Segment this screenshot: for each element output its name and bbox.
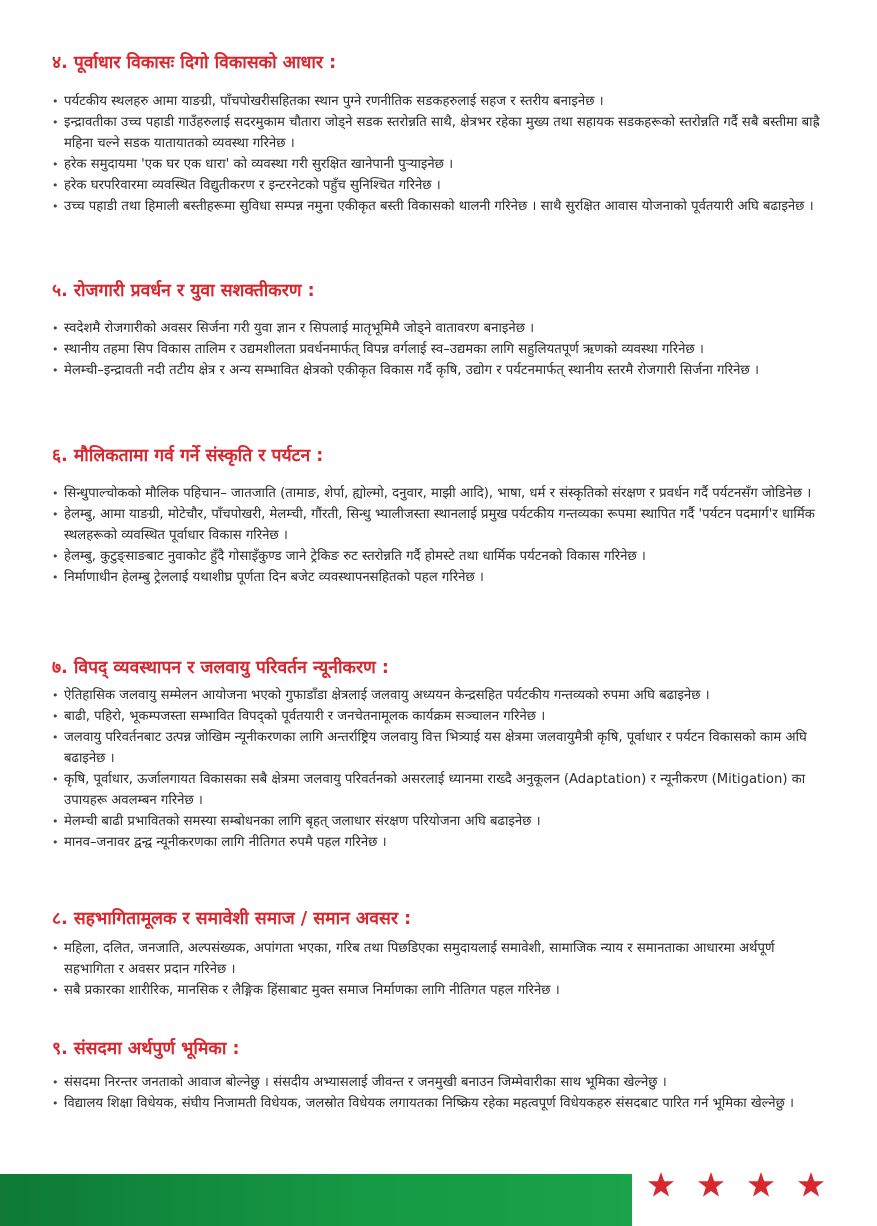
section-items	[0, 318, 877, 381]
section-items	[0, 483, 877, 588]
list-item: • मानव–जनावर द्वन्द्व न्यूनीकरणका लागि नीतिगत रुपमै पहल गरिनेछ ।	[0, 832, 877, 853]
section-title: ७. विपद् व्यवस्थापन र जलवायु परिवर्तन न्यूनीकरण :	[52, 658, 389, 678]
list-item: • निर्माणाधीन हेलम्बु ट्रेललाई यथाशीघ्र पूर्णता दिन बजेट व्यवस्थापनसहितको पहल गरिनेछ ।	[0, 567, 877, 588]
list-item: • पर्यटकीय स्थलहरु आमा याङग्री, पाँचपोखरीसहितका स्थान पुग्ने रणनीतिक सडकहरुलाई सहज र स्तरीय बनाइनेछ ।	[0, 91, 877, 112]
list-item: • सिन्धुपाल्चोकको मौलिक पहिचान– जातजाति (तामाङ, शेर्पा, ह्योल्मो, दनुवार, माझी आदि), भाषा, धर्म र संस्कृतिको संरक्षण र प्रवर्धन गर्दै पर्यटनसँग जोडिनेछ ।	[0, 483, 877, 504]
list-item: • महिला, दलित, जनजाति, अल्पसंख्यक, अपांगता भएका, गरिब तथा पिछडिएका समुदायलाई समावेशी, सामाजिक न्याय र समानताका आधारमा अर्थपूर्ण सहभागिता र अवसर प्रदान गरिनेछ ।	[0, 938, 877, 980]
list-item: • स्थानीय तहमा सिप विकास तालिम र उद्यमशीलता प्रवर्धनमार्फत् विपन्न वर्गलाई स्व–उद्यमका लागि सहुलियतपूर्ण ऋणको व्यवस्था गरिनेछ ।	[0, 339, 877, 360]
list-item: • मेलम्ची बाढी प्रभावितको समस्या सम्बोधनका लागि बृहत् जलाधार संरक्षण परियोजना अघि बढाइनेछ ।	[0, 811, 877, 832]
list-item: • मेलम्ची–इन्द्रावती नदी तटीय क्षेत्र र अन्य सम्भावित क्षेत्रको एकीकृत विकास गर्दै कृषि, उद्योग र पर्यटनमार्फत् स्थानीय स्तरमै रोजगारी सिर्जना गरिनेछ ।	[0, 360, 877, 381]
section-title: ४. पूर्वाधार विकासः दिगो विकासको आधार :	[52, 53, 337, 73]
section-title: ८. सहभागितामूलक र समावेशी समाज / समान अवसर :	[52, 909, 412, 929]
star-icon	[796, 1170, 826, 1200]
star-icon	[696, 1170, 726, 1200]
section-items	[0, 685, 877, 853]
list-item: • हरेक समुदायमा 'एक घर एक धारा' को व्यवस्था गरी सुरक्षित खानेपानी पुऱ्याइनेछ ।	[0, 154, 877, 175]
footer-green-band	[0, 1174, 632, 1226]
star-icon	[646, 1170, 676, 1200]
star-icon	[746, 1170, 776, 1200]
list-item: • हेलम्बु, कुटुङ्साङबाट नुवाकोट हुँदै गोसाइँकुण्ड जाने ट्रेकिङ रुट स्तरोन्नति गर्दै होमस्टे तथा धार्मिक पर्यटनको विकास गरिनेछ ।	[0, 546, 877, 567]
list-item: • इन्द्रावतीका उच्च पहाडी गाउँहरुलाई सदरमुकाम चौतारा जोड्ने सडक स्तरोन्नति साथै, क्षेत्रभर रहेका मुख्य तथा सहायक सडकहरूको स्तरोन्नति गर्दै सबै बस्तीमा बाह्रै महिना चल्ने सडक यातायातको व्यवस्था गरिनेछ ।	[0, 112, 877, 154]
section-items	[0, 91, 877, 217]
section-items	[0, 1072, 877, 1114]
list-item: • कृषि, पूर्वाधार, ऊर्जालगायत विकासका सबै क्षेत्रमा जलवायु परिवर्तनको असरलाई ध्यानमा राख्दै अनुकूलन (Adaptation) र न्यूनीकरण (Mitigation) का उपायहरू अवलम्बन गरिनेछ ।	[0, 769, 877, 811]
section-title: ५. रोजगारी प्रवर्धन र युवा सशक्तीकरण :	[52, 281, 315, 301]
list-item: • विद्यालय शिक्षा विधेयक, संघीय निजामती विधेयक, जलस्रोत विधेयक लगायतका निष्क्रिय रहेका महत्वपूर्ण विधेयकहरु संसदबाट पारित गर्न भूमिका खेल्नेछु ।	[0, 1093, 877, 1114]
footer-stars	[640, 1170, 860, 1210]
section-title: ९. संसदमा अर्थपुर्ण भूमिका :	[52, 1039, 240, 1059]
section-title: ६. मौलिकतामा गर्व गर्ने संस्कृति र पर्यटन :	[52, 446, 324, 466]
list-item: • हेलम्बु, आमा याङग्री, मोटेचौर, पाँचपोखरी, मेलम्ची, गौंरती, सिन्धु भ्यालीजस्ता स्थानलाई प्रमुख पर्यटकीय गन्तव्यका रूपमा स्थापित गर्दै 'पर्यटन पदमार्ग'र धार्मिक स्थलहरूको व्यवस्थित पूर्वाधार विकास गरिनेछ ।	[0, 504, 877, 546]
list-item: • सबै प्रकारका शारीरिक, मानसिक र लैङ्गिक हिंसाबाट मुक्त समाज निर्माणका लागि नीतिगत पहल गरिनेछ ।	[0, 980, 877, 1001]
list-item: • उच्च पहाडी तथा हिमाली बस्तीहरूमा सुविधा सम्पन्न नमुना एकीकृत बस्ती विकासको थालनी गरिनेछ । साथै सुरक्षित आवास योजनाको पूर्वतयारी अघि बढाइनेछ ।	[0, 196, 877, 217]
list-item: • जलवायु परिवर्तनबाट उत्पन्न जोखिम न्यूनीकरणका लागि अन्तर्राष्ट्रिय जलवायु वित्त भित्र्याई यस क्षेत्रमा जलवायुमैत्री कृषि, पूर्वाधार र पर्यटन विकासको काम अघि बढाइनेछ ।	[0, 727, 877, 769]
section-items	[0, 938, 877, 1001]
list-item: • बाढी, पहिरो, भूकम्पजस्ता सम्भावित विपद्को पूर्वतयारी र जनचेतनामूलक कार्यक्रम सञ्चालन गरिनेछ ।	[0, 706, 877, 727]
list-item: • ऐतिहासिक जलवायु सम्मेलन आयोजना भएको गुफाडाँडा क्षेत्रलाई जलवायु अध्ययन केन्द्रसहित पर्यटकीय गन्तव्यको रुपमा अघि बढाइनेछ ।	[0, 685, 877, 706]
list-item: • हरेक घरपरिवारमा व्यवस्थित विद्युतीकरण र इन्टरनेटको पहुँच सुनिश्चित गरिनेछ ।	[0, 175, 877, 196]
list-item: • संसदमा निरन्तर जनताको आवाज बोल्नेछु । संसदीय अभ्यासलाई जीवन्त र जनमुखी बनाउन जिम्मेवारीका साथ भूमिका खेल्नेछु ।	[0, 1072, 877, 1093]
list-item: • स्वदेशमै रोजगारीको अवसर सिर्जना गरी युवा ज्ञान र सिपलाई मातृभूमिमै जोड्ने वातावरण बनाइनेछ ।	[0, 318, 877, 339]
